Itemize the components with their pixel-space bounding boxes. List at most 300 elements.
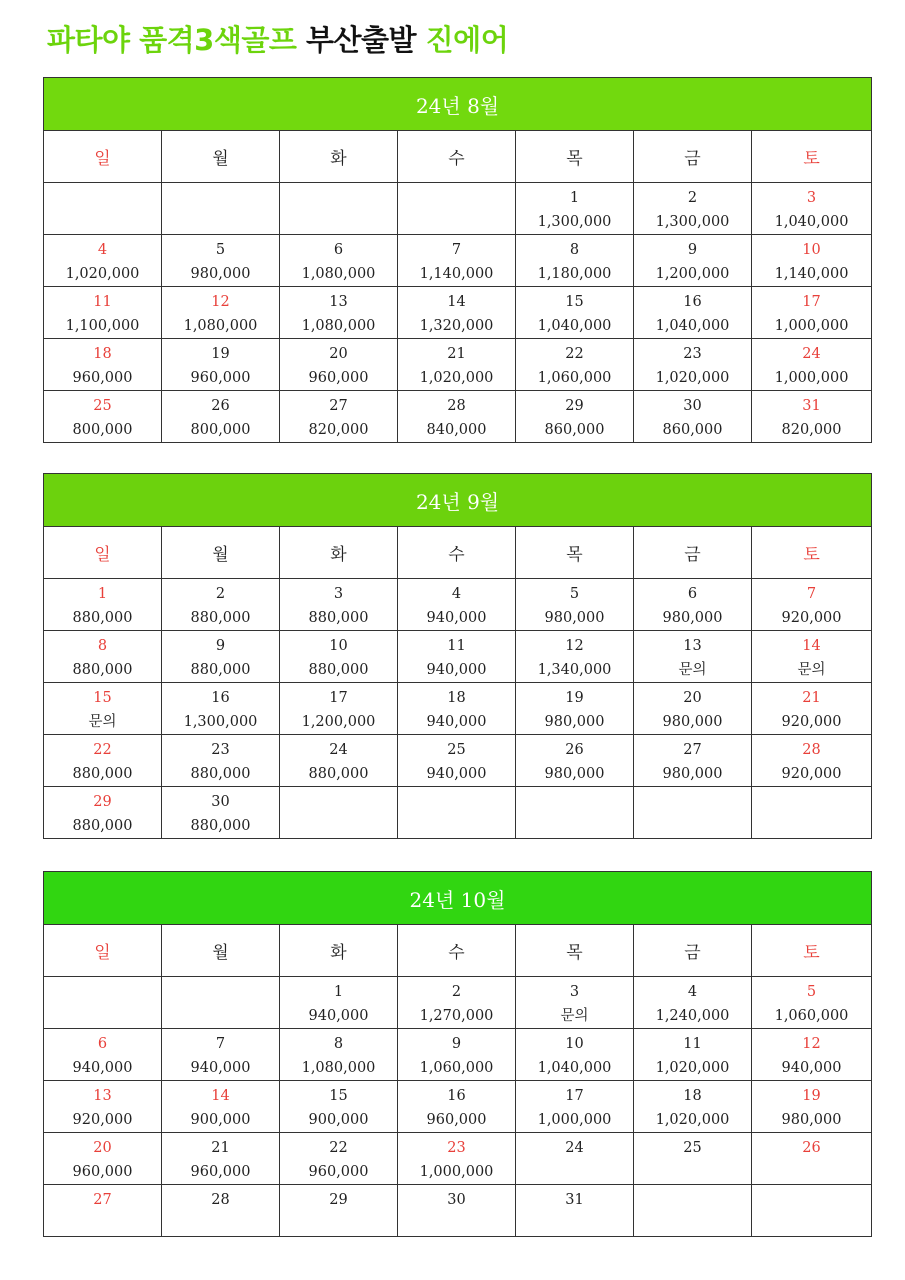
day-cell — [280, 183, 398, 235]
day-price: 1,060,000 — [419, 1060, 494, 1076]
day-number: 17 — [565, 1088, 584, 1104]
day-price: 1,080,000 — [183, 318, 258, 334]
day-cell[interactable] — [162, 631, 280, 683]
day-cell[interactable] — [516, 391, 634, 443]
day-number: 26 — [565, 742, 584, 758]
day-number: 15 — [565, 294, 584, 310]
day-price: 1,040,000 — [537, 1060, 612, 1076]
day-cell[interactable] — [162, 1133, 280, 1185]
day-number: 18 — [93, 346, 112, 362]
day-number: 22 — [565, 346, 584, 362]
day-number: 24 — [565, 1140, 584, 1156]
day-price: 960,000 — [190, 370, 251, 386]
day-cell[interactable] — [280, 683, 398, 735]
day-cell[interactable] — [516, 1029, 634, 1081]
day-number: 21 — [802, 690, 821, 706]
weekday-label: 화 — [280, 925, 398, 977]
day-price: 980,000 — [544, 766, 605, 782]
day-number: 11 — [93, 294, 112, 310]
day-cell[interactable] — [516, 631, 634, 683]
day-price: 1,040,000 — [537, 318, 612, 334]
day-number: 10 — [802, 242, 821, 258]
day-price: 문의 — [797, 662, 826, 678]
day-number: 29 — [329, 1192, 348, 1208]
day-cell[interactable] — [752, 735, 872, 787]
day-number: 15 — [329, 1088, 348, 1104]
day-cell[interactable] — [634, 631, 752, 683]
day-number: 8 — [569, 242, 580, 258]
day-number: 1 — [569, 190, 580, 206]
day-cell[interactable] — [634, 977, 752, 1029]
week-row — [44, 183, 872, 235]
day-cell[interactable] — [162, 391, 280, 443]
day-price: 880,000 — [308, 610, 369, 626]
day-number: 27 — [683, 742, 702, 758]
day-cell[interactable] — [398, 339, 516, 391]
day-cell[interactable] — [398, 631, 516, 683]
day-number: 30 — [683, 398, 702, 414]
day-price: 880,000 — [72, 610, 133, 626]
day-cell[interactable] — [398, 683, 516, 735]
day-cell[interactable] — [516, 683, 634, 735]
day-number: 5 — [215, 242, 226, 258]
day-cell[interactable] — [280, 1029, 398, 1081]
day-number: 22 — [93, 742, 112, 758]
day-cell — [516, 787, 634, 839]
day-price: 1,200,000 — [301, 714, 376, 730]
day-number: 7 — [806, 586, 817, 602]
day-cell — [752, 1185, 872, 1237]
day-price: 920,000 — [72, 1112, 133, 1128]
day-number: 5 — [569, 586, 580, 602]
weekday-label: 토 — [752, 925, 872, 977]
day-cell[interactable] — [516, 977, 634, 1029]
day-price: 1,100,000 — [65, 318, 140, 334]
day-cell[interactable] — [280, 235, 398, 287]
day-cell[interactable] — [44, 787, 162, 839]
day-cell[interactable] — [516, 339, 634, 391]
day-cell[interactable] — [44, 683, 162, 735]
day-number: 16 — [447, 1088, 466, 1104]
day-number: 14 — [447, 294, 466, 310]
day-cell — [634, 787, 752, 839]
day-cell[interactable] — [398, 391, 516, 443]
weekday-label: 목 — [516, 131, 634, 183]
weekday-label: 목 — [516, 925, 634, 977]
day-price: 880,000 — [72, 818, 133, 834]
weekday-label: 화 — [280, 527, 398, 579]
day-cell[interactable] — [752, 1081, 872, 1133]
day-cell[interactable] — [280, 1185, 398, 1237]
day-number: 25 — [93, 398, 112, 414]
day-cell[interactable] — [634, 287, 752, 339]
day-cell[interactable] — [162, 579, 280, 631]
day-number: 11 — [447, 638, 466, 654]
day-cell[interactable] — [44, 1081, 162, 1133]
day-price: 900,000 — [308, 1112, 369, 1128]
weekday-label: 목 — [516, 527, 634, 579]
day-price: 980,000 — [544, 610, 605, 626]
day-cell[interactable] — [516, 1081, 634, 1133]
day-cell[interactable] — [398, 1081, 516, 1133]
day-price: 1,060,000 — [537, 370, 612, 386]
day-cell[interactable] — [162, 339, 280, 391]
day-price: 문의 — [678, 662, 707, 678]
day-cell[interactable] — [280, 339, 398, 391]
day-cell[interactable] — [398, 287, 516, 339]
day-number: 6 — [97, 1036, 108, 1052]
day-price: 940,000 — [426, 610, 487, 626]
day-price: 880,000 — [190, 662, 251, 678]
day-number: 7 — [451, 242, 462, 258]
day-number: 5 — [806, 984, 817, 1000]
day-price: 940,000 — [308, 1008, 369, 1024]
day-price: 880,000 — [190, 818, 251, 834]
day-cell[interactable] — [634, 1133, 752, 1185]
day-cell[interactable] — [162, 1081, 280, 1133]
day-price: 960,000 — [426, 1112, 487, 1128]
day-price: 980,000 — [781, 1112, 842, 1128]
day-cell[interactable] — [162, 1185, 280, 1237]
day-price: 880,000 — [308, 662, 369, 678]
day-price: 1,080,000 — [301, 1060, 376, 1076]
calendar-august — [43, 77, 872, 443]
day-number: 15 — [93, 690, 112, 706]
day-price: 900,000 — [190, 1112, 251, 1128]
day-price: 문의 — [560, 1008, 589, 1024]
week-row — [44, 1133, 872, 1185]
day-price: 1,020,000 — [655, 1112, 730, 1128]
day-price: 1,000,000 — [537, 1112, 612, 1128]
day-number: 6 — [687, 586, 698, 602]
day-cell[interactable] — [634, 391, 752, 443]
day-cell[interactable] — [634, 735, 752, 787]
day-number: 16 — [211, 690, 230, 706]
day-price: 940,000 — [781, 1060, 842, 1076]
day-number: 25 — [683, 1140, 702, 1156]
day-number: 11 — [683, 1036, 702, 1052]
title-product: 파타야 품격3색골프 — [47, 23, 297, 57]
day-cell[interactable] — [398, 579, 516, 631]
day-number: 19 — [211, 346, 230, 362]
day-number: 27 — [93, 1192, 112, 1208]
weekday-label: 일 — [44, 527, 162, 579]
day-number: 12 — [211, 294, 230, 310]
weekday-label: 일 — [44, 131, 162, 183]
day-number: 17 — [329, 690, 348, 706]
day-cell[interactable] — [44, 287, 162, 339]
calendar-september — [43, 473, 872, 839]
day-cell — [162, 183, 280, 235]
day-price: 1,000,000 — [774, 370, 849, 386]
day-cell — [752, 787, 872, 839]
week-row — [44, 787, 872, 839]
day-cell[interactable] — [752, 235, 872, 287]
day-cell[interactable] — [634, 183, 752, 235]
day-cell[interactable] — [398, 977, 516, 1029]
weekday-label: 금 — [634, 527, 752, 579]
day-number: 29 — [565, 398, 584, 414]
week-row — [44, 339, 872, 391]
day-cell[interactable] — [162, 287, 280, 339]
day-price: 940,000 — [72, 1060, 133, 1076]
day-number: 18 — [683, 1088, 702, 1104]
day-price: 860,000 — [662, 422, 723, 438]
day-price: 1,020,000 — [65, 266, 140, 282]
day-number: 10 — [329, 638, 348, 654]
day-number: 13 — [683, 638, 702, 654]
day-number: 31 — [565, 1192, 584, 1208]
day-cell — [162, 977, 280, 1029]
day-cell[interactable] — [280, 579, 398, 631]
day-price: 1,140,000 — [774, 266, 849, 282]
week-row — [44, 1185, 872, 1237]
day-cell — [398, 183, 516, 235]
day-number: 21 — [211, 1140, 230, 1156]
day-number: 2 — [687, 190, 698, 206]
day-cell[interactable] — [634, 579, 752, 631]
day-cell[interactable] — [398, 735, 516, 787]
day-price: 800,000 — [190, 422, 251, 438]
day-price: 1,020,000 — [419, 370, 494, 386]
day-price: 980,000 — [544, 714, 605, 730]
day-cell[interactable] — [752, 1029, 872, 1081]
day-cell[interactable] — [280, 391, 398, 443]
day-cell[interactable] — [162, 683, 280, 735]
day-cell[interactable] — [752, 683, 872, 735]
day-price: 940,000 — [426, 662, 487, 678]
day-price: 1,320,000 — [419, 318, 494, 334]
day-cell[interactable] — [752, 339, 872, 391]
day-price: 1,200,000 — [655, 266, 730, 282]
weekday-label: 토 — [752, 527, 872, 579]
week-row — [44, 1081, 872, 1133]
day-cell[interactable] — [398, 235, 516, 287]
day-number: 23 — [211, 742, 230, 758]
day-price: 800,000 — [72, 422, 133, 438]
day-cell[interactable] — [280, 735, 398, 787]
day-number: 8 — [97, 638, 108, 654]
week-row — [44, 735, 872, 787]
weekday-label: 화 — [280, 131, 398, 183]
day-price: 920,000 — [781, 610, 842, 626]
day-price: 940,000 — [426, 766, 487, 782]
day-number: 28 — [447, 398, 466, 414]
day-number: 24 — [329, 742, 348, 758]
weekday-label: 토 — [752, 131, 872, 183]
day-cell[interactable] — [280, 1081, 398, 1133]
day-cell[interactable] — [752, 183, 872, 235]
week-row — [44, 579, 872, 631]
day-price: 960,000 — [72, 370, 133, 386]
day-cell[interactable] — [44, 235, 162, 287]
weekday-label: 금 — [634, 131, 752, 183]
day-number: 28 — [802, 742, 821, 758]
day-number: 22 — [329, 1140, 348, 1156]
day-cell[interactable] — [634, 1081, 752, 1133]
day-number: 12 — [802, 1036, 821, 1052]
day-price: 820,000 — [308, 422, 369, 438]
day-number: 30 — [447, 1192, 466, 1208]
day-cell[interactable] — [44, 391, 162, 443]
day-cell[interactable] — [162, 735, 280, 787]
day-cell[interactable] — [634, 1029, 752, 1081]
day-number: 24 — [802, 346, 821, 362]
day-price: 960,000 — [308, 370, 369, 386]
day-price: 1,240,000 — [655, 1008, 730, 1024]
title-airline: 진에어 — [425, 23, 509, 57]
day-cell[interactable] — [280, 631, 398, 683]
day-number: 17 — [802, 294, 821, 310]
day-number: 9 — [215, 638, 226, 654]
day-cell[interactable] — [44, 579, 162, 631]
day-cell[interactable] — [752, 391, 872, 443]
day-number: 13 — [93, 1088, 112, 1104]
day-cell — [280, 787, 398, 839]
day-price: 1,060,000 — [774, 1008, 849, 1024]
day-number: 18 — [447, 690, 466, 706]
day-cell[interactable] — [44, 339, 162, 391]
day-price: 980,000 — [662, 714, 723, 730]
day-number: 19 — [802, 1088, 821, 1104]
weekday-label: 월 — [162, 925, 280, 977]
day-number: 4 — [97, 242, 108, 258]
day-cell[interactable] — [752, 631, 872, 683]
day-number: 3 — [569, 984, 580, 1000]
day-cell[interactable] — [280, 977, 398, 1029]
day-price: 980,000 — [190, 266, 251, 282]
day-price: 920,000 — [781, 766, 842, 782]
day-cell[interactable] — [516, 1185, 634, 1237]
day-number: 7 — [215, 1036, 226, 1052]
weekday-label: 수 — [398, 131, 516, 183]
day-cell[interactable] — [516, 735, 634, 787]
day-price: 960,000 — [308, 1164, 369, 1180]
day-number: 9 — [451, 1036, 462, 1052]
day-number: 26 — [211, 398, 230, 414]
weekday-label: 월 — [162, 131, 280, 183]
day-price: 880,000 — [190, 610, 251, 626]
day-cell[interactable] — [280, 287, 398, 339]
day-price: 860,000 — [544, 422, 605, 438]
day-cell — [398, 787, 516, 839]
day-cell[interactable] — [280, 1133, 398, 1185]
month-header: 24년 10월 — [44, 872, 872, 925]
day-cell[interactable] — [752, 977, 872, 1029]
day-price: 940,000 — [426, 714, 487, 730]
day-cell[interactable] — [516, 235, 634, 287]
day-cell — [44, 183, 162, 235]
day-number: 4 — [451, 586, 462, 602]
day-price: 1,000,000 — [419, 1164, 494, 1180]
day-number: 1 — [97, 586, 108, 602]
week-row — [44, 391, 872, 443]
day-price: 980,000 — [662, 610, 723, 626]
weekday-label: 금 — [634, 925, 752, 977]
day-number: 14 — [211, 1088, 230, 1104]
day-price: 880,000 — [72, 662, 133, 678]
day-number: 3 — [333, 586, 344, 602]
day-price: 920,000 — [781, 714, 842, 730]
week-row — [44, 683, 872, 735]
day-price: 1,340,000 — [537, 662, 612, 678]
day-cell[interactable] — [398, 1185, 516, 1237]
day-cell[interactable] — [44, 735, 162, 787]
day-number: 10 — [565, 1036, 584, 1052]
day-price: 880,000 — [308, 766, 369, 782]
day-price: 1,080,000 — [301, 266, 376, 282]
day-cell[interactable] — [44, 1133, 162, 1185]
day-number: 16 — [683, 294, 702, 310]
day-price: 1,180,000 — [537, 266, 612, 282]
title-departure: 부산출발 — [306, 23, 417, 57]
day-number: 2 — [215, 586, 226, 602]
week-row — [44, 977, 872, 1029]
day-number: 12 — [565, 638, 584, 654]
day-cell[interactable] — [634, 235, 752, 287]
day-price: 1,140,000 — [419, 266, 494, 282]
day-price: 840,000 — [426, 422, 487, 438]
day-number: 29 — [93, 794, 112, 810]
day-cell[interactable] — [162, 1029, 280, 1081]
day-cell[interactable] — [162, 787, 280, 839]
day-number: 1 — [333, 984, 344, 1000]
day-cell[interactable] — [44, 631, 162, 683]
day-cell[interactable] — [752, 287, 872, 339]
day-number: 25 — [447, 742, 466, 758]
weekday-label: 수 — [398, 527, 516, 579]
day-cell[interactable] — [398, 1133, 516, 1185]
day-cell[interactable] — [516, 1133, 634, 1185]
day-cell[interactable] — [44, 1029, 162, 1081]
weekday-label: 일 — [44, 925, 162, 977]
day-price: 문의 — [88, 714, 117, 730]
day-number: 6 — [333, 242, 344, 258]
day-cell[interactable] — [516, 183, 634, 235]
day-price: 960,000 — [190, 1164, 251, 1180]
day-number: 30 — [211, 794, 230, 810]
day-number: 31 — [802, 398, 821, 414]
day-number: 20 — [329, 346, 348, 362]
day-number: 3 — [806, 190, 817, 206]
day-price: 1,040,000 — [774, 214, 849, 230]
day-cell[interactable] — [44, 1185, 162, 1237]
day-price: 1,020,000 — [655, 1060, 730, 1076]
page-title — [47, 20, 508, 60]
day-cell — [44, 977, 162, 1029]
day-cell[interactable] — [634, 683, 752, 735]
day-number: 8 — [333, 1036, 344, 1052]
day-cell[interactable] — [162, 235, 280, 287]
day-cell[interactable] — [752, 1133, 872, 1185]
month-header: 24년 8월 — [44, 78, 872, 131]
day-price: 1,000,000 — [774, 318, 849, 334]
day-number: 20 — [93, 1140, 112, 1156]
day-number: 13 — [329, 294, 348, 310]
day-cell[interactable] — [634, 339, 752, 391]
week-row — [44, 631, 872, 683]
day-price: 1,270,000 — [419, 1008, 494, 1024]
day-price: 880,000 — [190, 766, 251, 782]
day-cell[interactable] — [516, 579, 634, 631]
day-number: 9 — [687, 242, 698, 258]
day-price: 1,300,000 — [183, 714, 258, 730]
day-number: 23 — [683, 346, 702, 362]
day-price: 880,000 — [72, 766, 133, 782]
day-cell[interactable] — [516, 287, 634, 339]
day-cell[interactable] — [398, 1029, 516, 1081]
day-cell[interactable] — [752, 579, 872, 631]
